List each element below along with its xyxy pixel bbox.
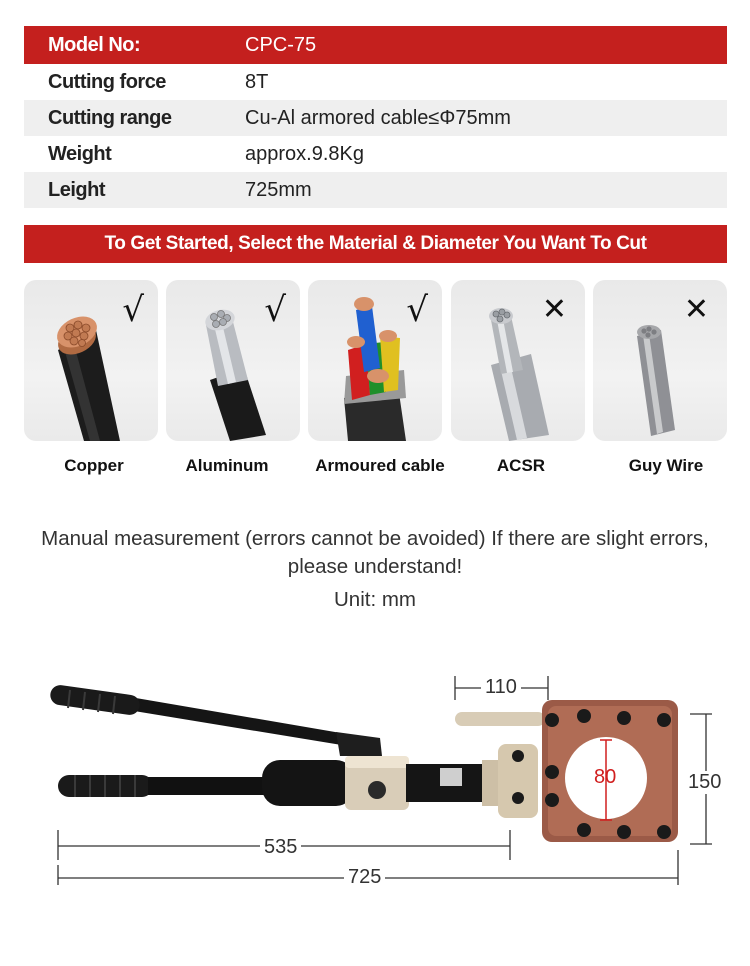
spec-row-weight: [24, 136, 727, 172]
measurement-note: [0, 525, 750, 581]
spec-row-cutting-force: [24, 64, 727, 100]
material-cards: [24, 280, 727, 442]
material-label-aluminum: Aluminum: [185, 456, 269, 475]
spec-value: Cu-Al armored cable≤Φ75mm: [245, 106, 511, 129]
material-card-acsr[interactable]: [451, 280, 585, 441]
spec-label: Model No:: [48, 33, 141, 56]
spec-value: approx.9.8Kg: [245, 142, 364, 165]
check-icon: √: [406, 290, 428, 330]
dimension-total-length: 725: [344, 866, 385, 889]
unit-label: Unit: mm: [334, 588, 416, 611]
spec-value: CPC-75: [245, 33, 317, 56]
spec-table: [24, 26, 727, 208]
dimension-handle-length: 535: [260, 836, 301, 859]
spec-label: Cutting range: [48, 106, 172, 129]
spec-value: 8T: [245, 70, 269, 93]
check-icon: √: [122, 290, 144, 330]
material-label-acsr: ACSR: [496, 456, 546, 475]
spec-label: Cutting force: [48, 70, 166, 93]
cross-icon: ✕: [683, 292, 709, 327]
spec-row-length: [24, 172, 727, 208]
material-card-guy-wire[interactable]: [593, 280, 727, 441]
cross-icon: ✕: [541, 292, 567, 327]
spec-row-cutting-range: [24, 100, 727, 136]
measurement-note-text: Manual measurement (errors cannot be avoided) If there are slight errors, please understand!: [41, 527, 709, 578]
dimension-head-width: 110: [481, 676, 521, 699]
spec-label: Weight: [48, 142, 112, 165]
spec-label: Leight: [48, 178, 105, 201]
material-card-copper[interactable]: [24, 280, 158, 441]
material-label-guy-wire: Guy Wire: [628, 456, 704, 475]
material-card-armoured-cable[interactable]: [308, 280, 442, 441]
dimension-head-height: 150: [684, 771, 725, 794]
spec-header-row: [24, 26, 727, 64]
material-card-aluminum[interactable]: [166, 280, 300, 441]
dimension-blade-opening: 80: [594, 766, 617, 788]
material-label-copper: Copper: [64, 456, 124, 475]
select-material-banner: To Get Started, Select the Material & Diameter You Want To Cut: [24, 225, 727, 263]
check-icon: √: [264, 290, 286, 330]
spec-value: 725mm: [245, 178, 312, 201]
material-label-armoured-cable: Armoured cable: [315, 456, 445, 475]
